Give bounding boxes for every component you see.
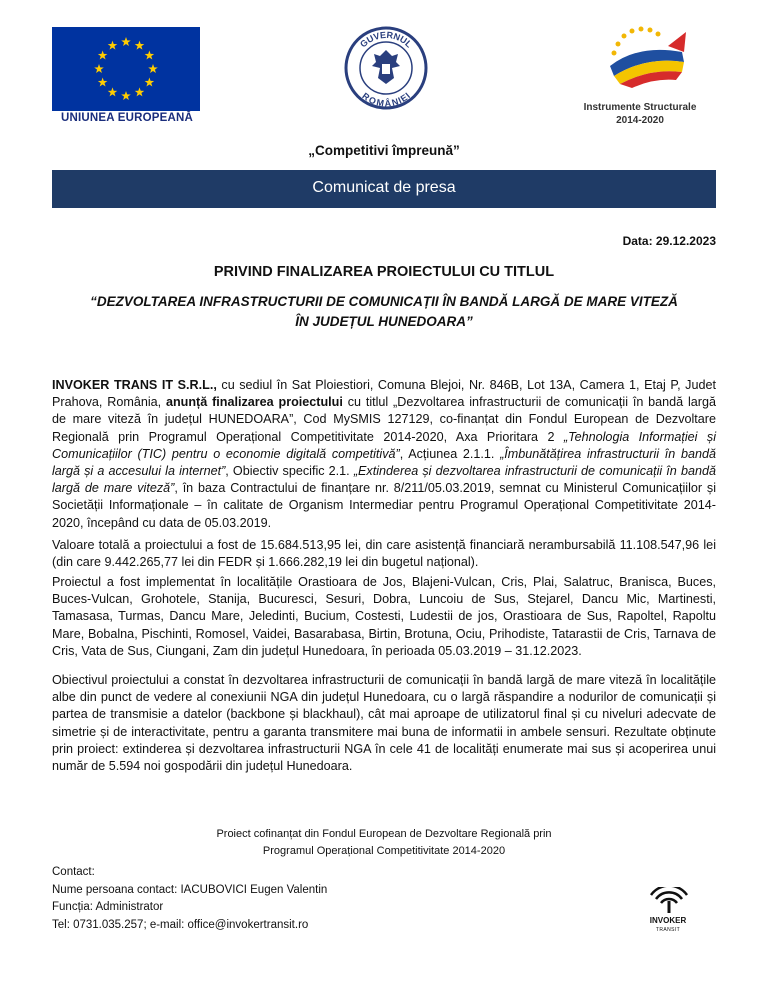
action-name: „Îmbunătățirea infrastructurii în bandă largă și a accesului la internet” (52, 446, 716, 479)
intro-text-3: , Acțiunea 2.1.1. (399, 446, 501, 461)
objective-name: „Extinderea și dezvoltarea infrastructurii de comunicații în bandă largă de mare viteză” (52, 464, 716, 496)
cofinancing-line2: Programul Operațional Competitivitate 2014-2020 (262, 844, 506, 857)
intro-text-4: , Obiectiv specific 2.1. (225, 464, 354, 479)
eu-caption: UNIUNEA EUROPEANĂ (60, 112, 194, 124)
is-caption-line1: Instrumente Structurale (583, 102, 697, 113)
paragraph-value: Valoare totală a proiectului a fost de 15.684.513,95 lei, din care asistență financiară nerambursabilă 11.108.547,96 lei (din care 9.442.265,77 lei din FEDR și 1.666.282,19 lei din bugetul național). (52, 538, 716, 570)
invoker-logo-name: INVOKER (649, 916, 687, 925)
contact-role: Funcția: Administrator (52, 901, 164, 914)
company-name: INVOKER TRANS IT S.R.L., (52, 378, 217, 392)
paragraph-intro (52, 377, 716, 532)
document-title: PRIVIND FINALIZAREA PROIECTULUI CU TITLUL (213, 264, 555, 280)
intro-text-1: cu sediul în Sat Ploiestiori, Comuna Blejoi, Nr. 846B, Lot 13A, Camera 1, Etaj P, Judet Prahova, România, (52, 378, 716, 410)
paragraph-objective: Obiectivul proiectului a constat în dezvoltarea infrastructurii de comunicații în bandă largă de mare viteză în localitățile albe din punct de vedere al conexiunii NGA din județul Hunedoara, cu o largă răspandire a nodurilor de comunicații și partea de transmisie a datelor (backbone și blackhaul), cât mai aproape de utilizatorul final și cu niveluri adecvate de simetrie și de interactivitate, pentru a garanta transmitere mai buna de informatii in ambele sensuri. Rezultate obținute prin proiect: extinderea și dezvoltarea infrastructurii NGA în cele 41 de localități enumerate mai sus și acoperirea unui număr de 5.594 noi gospodării din județul Hunedoara. (52, 673, 716, 774)
announcement: anunță finalizarea proiectului (165, 395, 343, 410)
document-date: Data: 29.12.2023 (622, 234, 716, 248)
is-caption-line2: 2014-2020 (616, 115, 664, 126)
project-title-line1: “DEZVOLTAREA INFRASTRUCTURII DE COMUNICAȚII ÎN BANDĂ LARGĂ DE MARE VITEZĂ (90, 294, 678, 309)
banner-title: Comunicat de presa (312, 179, 456, 196)
slogan: „Competitivi împreună” (308, 143, 460, 158)
svg-text:GUVERNUL: GUVERNUL (358, 29, 414, 50)
axis-name: „Tehnologia Informației și Comunicațiilor (TIC) pentru o economie digitală competitivă” (52, 429, 716, 461)
instrumente-structurale-caption (575, 101, 705, 127)
eu-flag-logo (52, 27, 200, 111)
project-title (70, 292, 698, 332)
paragraph-localities: Proiectul a fost implementat în localitățile Orastioara de Jos, Blajeni-Vulcan, Cris, Plai, Salatruc, Branisca, Buces, Buces-Vulcan, Grohotele, Stanija, Bucuresci, Sesuri, Dobra, Luncoiu de Sus, Stejarel, Dancu Mic, Martinesti, Tamasasa, Turmas, Dancu Mare, Jeledinti, Bucium, Costesti, Ludestii de jos, Orastioara de Sus, Rapoltel, Rapoltu Mare, Bobalna, Pischinti, Romosel, Vaidei, Basarabasa, Birtin, Brotuna, Ociu, Prihodiste, Tatarastii de Cris, Tarnava de Cris, Vata de Sus, Ciungani, Zam din județul Hunedoara, în perioada 05.03.2019 – 31.12.2023. (52, 575, 716, 658)
project-title-line2: ÎN JUDEȚUL HUNEDOARA” (295, 314, 473, 329)
intro-text-5: , în baza Contractului de finanțare nr. 8/211/05.03.2019, semnat cu Ministerul Comunicațiilor și Societății Informaționale – în calitate de Organism Intermediar pentru Programul Operațional Competitivitate 2014-2020, începând cu data de 05.03.2019. (52, 481, 716, 530)
contact-block (52, 864, 327, 934)
invoker-logo-sub: TRANSIT (655, 927, 681, 933)
svg-text:ROMÂNIEI: ROMÂNIEI (360, 90, 412, 109)
instrumente-structurale-logo (598, 22, 690, 90)
cofinancing-note (0, 826, 768, 859)
contact-person: Nume persoana contact: IACUBOVICI Eugen Valentin (52, 883, 328, 896)
intro-text-2: cu titlul „Dezvoltarea infrastructurii de comunicații în bandă largă de mare viteză în județul HUNEDOARA”, Cod MySMIS 127129, co-finanțat din Fondul European de Dezvoltare Regională prin Programul Operațional Competitivitate 2014-2020, Axa Prioritara 2 (52, 395, 716, 444)
contact-phone-email: Tel: 0731.035.257; e-mail: office@invokertransit.ro (52, 918, 309, 931)
government-seal-logo (344, 26, 428, 110)
contact-heading: Contact: (52, 866, 95, 878)
cofinancing-line1: Proiect cofinanțat din Fondul European de Dezvoltare Regională prin (216, 828, 552, 840)
